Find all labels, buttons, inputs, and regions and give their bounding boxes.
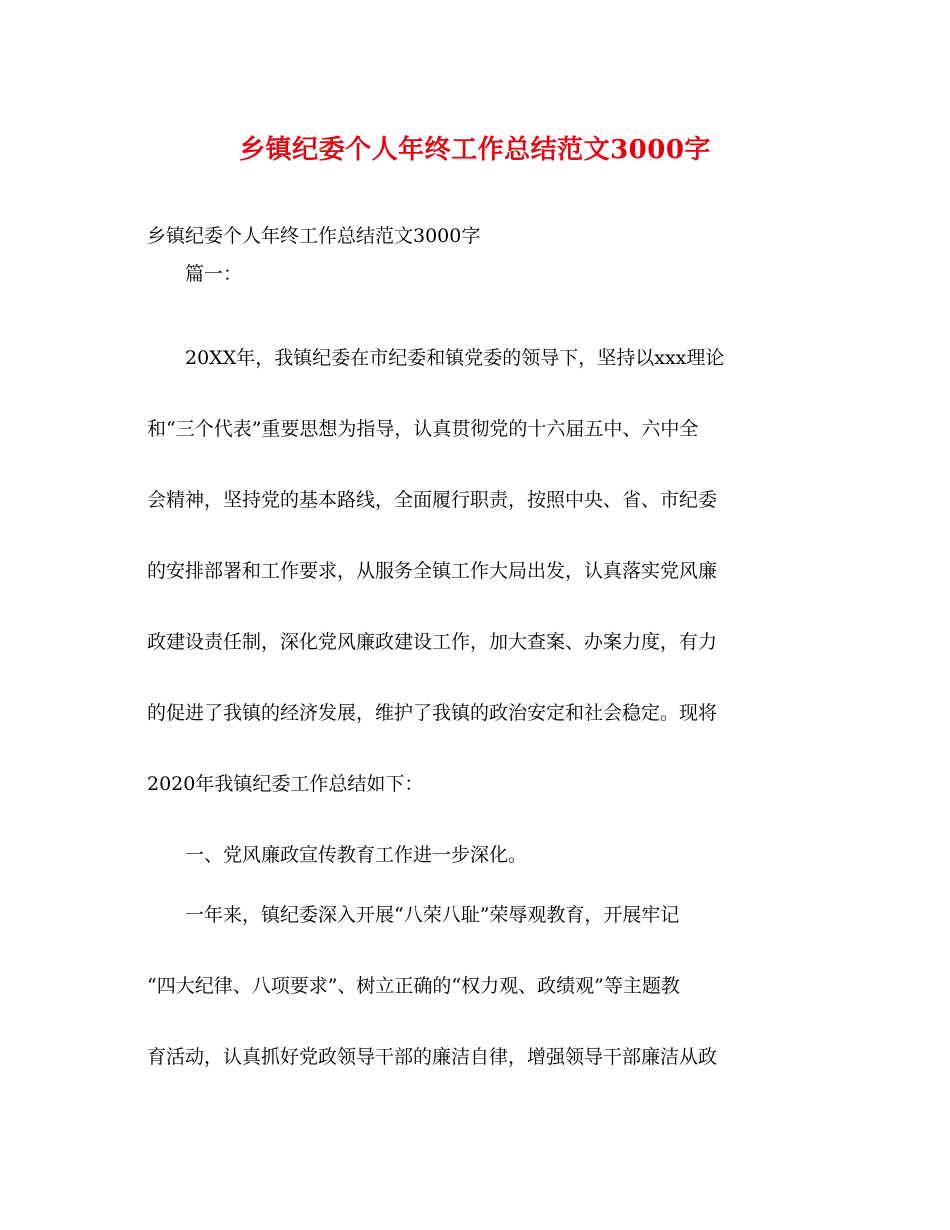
section-heading: 一、党风廉政宣传教育工作进一步深化。 xyxy=(185,844,528,866)
paragraph-line: 政建设责任制，深化党风廉政建设工作，加大查案、办案力度，有力 xyxy=(147,631,718,653)
paragraph-line: 育活动，认真抓好党政领导干部的廉洁自律，增强领导干部廉洁从政 xyxy=(147,1046,718,1068)
paragraph-line: 的安排部署和工作要求，从服务全镇工作大局出发，认真落实党风廉 xyxy=(147,560,718,582)
paragraph-line: “四大纪律、八项要求”、树立正确的“权力观、政绩观”等主题教 xyxy=(147,975,680,997)
paragraph-line: 2020年我镇纪委工作总结如下： xyxy=(147,773,424,795)
paragraph-line: 会精神，坚持党的基本路线，全面履行职责，按照中央、省、市纪委 xyxy=(147,489,718,511)
paragraph-line: 一年来，镇纪委深入开展“八荣八耻”荣辱观教育，开展牢记 xyxy=(185,904,680,926)
document-subtitle: 乡镇纪委个人年终工作总结范文3000字 xyxy=(147,225,481,247)
document-title: 乡镇纪委个人年终工作总结范文3000字 xyxy=(239,135,711,165)
paragraph-line: 和“三个代表”重要思想为指导，认真贯彻党的十六届五中、六中全 xyxy=(147,418,699,440)
paragraph-line: 20XX年，我镇纪委在市纪委和镇党委的领导下，坚持以xxx理论 xyxy=(185,347,725,369)
paragraph-line: 的促进了我镇的经济发展，维护了我镇的政治安定和社会稳定。现将 xyxy=(147,702,718,724)
section-label-part-one: 篇一： xyxy=(185,263,243,285)
